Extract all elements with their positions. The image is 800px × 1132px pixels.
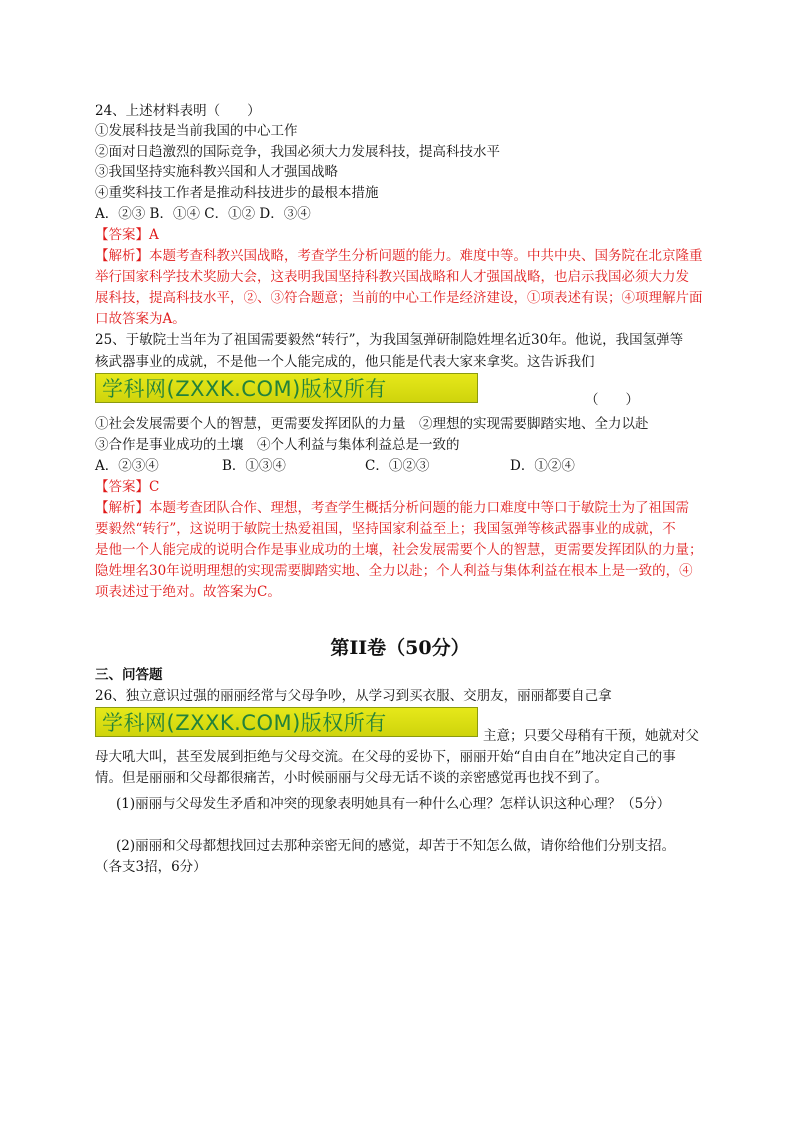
q25-choice-a: A．②③④ — [95, 458, 159, 474]
q24-analysis-3: 展科技，提高科技水平，②、③符合题意；当前的中心工作是经济建设，①项表述有误；④项理解片面 — [95, 290, 703, 306]
q25-analysis-2: 要毅然“转行”，这说明于敏院士热爱祖国，坚持国家利益至上；我国氢弹等核武器事业的成就，不 — [95, 521, 676, 537]
q25-paren: （ ） — [585, 392, 639, 408]
watermark-banner-2: 学科网(ZXXK.COM)版权所有 — [95, 707, 478, 737]
watermark-banner-1: 学科网(ZXXK.COM)版权所有 — [95, 373, 478, 403]
q24-option-3: ③我国坚持实施科教兴国和人才强国战略 — [95, 164, 338, 180]
q25-analysis-4: 隐姓埋名30年说明理想的实现需要脚踏实地、全力以赴；个人利益与集体利益在根本上是一致的，④ — [95, 563, 693, 579]
q26-sub1: (1)丽丽与父母发生矛盾和冲突的现象表明她具有一种什么心理？怎样认识这种心理？（5分） — [116, 796, 671, 812]
q26-stem-4: 情。但是丽丽和父母都很痛苦，小时候丽丽与父母无话不谈的亲密感觉再也找不到了。 — [95, 770, 608, 786]
q24-question: 24、上述材料表明（ ） — [95, 103, 261, 119]
q25-choice-c: C．①②③ — [365, 458, 430, 474]
q26-stem-1: 26、独立意识过强的丽丽经常与父母争吵，从学习到买衣服、交朋友，丽丽都要自己拿 — [95, 688, 612, 704]
q24-analysis-2: 举行国家科学技术奖励大会，这表明我国坚持科教兴国战略和人才强国战略，也启示我国必须大力发 — [95, 269, 689, 285]
q25-answer: 【答案】C — [95, 479, 160, 495]
section-title: 第II卷（50分） — [330, 637, 470, 659]
q25-question-2: 核武器事业的成就，不是他一个人能完成的，他只能是代表大家来拿奖。这告诉我们 — [95, 354, 595, 370]
q25-option-2: ③合作是事业成功的土壤 ④个人利益与集体利益总是一致的 — [95, 437, 460, 453]
q25-question-1: 25、于敏院士当年为了祖国需要毅然“转行”，为我国氢弹研制隐姓埋名近30年。他说，我国氢弹等 — [95, 332, 684, 348]
q26-sub2-1: (2)丽丽和父母都想找回过去那种亲密无间的感觉，却苦于不知怎么做，请你给他们分别支招。 — [116, 838, 676, 854]
part3-heading: 三、问答题 — [95, 667, 163, 683]
q24-option-2: ②面对日趋激烈的国际竞争，我国必须大力发展科技，提高科技水平 — [95, 144, 500, 160]
q25-analysis-3: 是他一个人能完成的说明合作是事业成功的土壤，社会发展需要个人的智慧，更需要发挥团队的力量； — [95, 542, 703, 558]
q25-analysis-1: 【解析】本题考查团队合作、理想，考查学生概括分析问题的能力口难度中等口于敏院士为了祖国需 — [95, 500, 689, 516]
q24-answer: 【答案】A — [95, 227, 159, 243]
q25-choice-b: B．①③④ — [222, 458, 286, 474]
q26-stem-3: 母大吼大叫，甚至发展到拒绝与父母交流。在父母的妥协下，丽丽开始“自由自在”地决定自己的事 — [95, 749, 676, 765]
q25-option-1: ①社会发展需要个人的智慧，更需要发挥团队的力量 ②理想的实现需要脚踏实地、全力以赴 — [95, 416, 649, 432]
q24-analysis-1: 【解析】本题考查科教兴国战略，考查学生分析问题的能力。难度中等。中共中央、国务院在北京隆重 — [95, 248, 703, 264]
q26-sub2-2: （各支3招，6分） — [95, 859, 207, 875]
q25-analysis-5: 项表述过于绝对。故答案为C。 — [95, 584, 281, 600]
q24-option-4: ④重奖科技工作者是推动科技进步的最根本措施 — [95, 185, 379, 201]
q24-choices: A．②③ B．①④ C．①② D．③④ — [95, 206, 311, 222]
q26-stem-2: 主意；只要父母稍有干预，她就对父 — [483, 728, 699, 744]
q24-analysis-4: 口故答案为A。 — [95, 311, 186, 327]
q25-choice-d: D．①②④ — [510, 458, 575, 474]
q24-option-1: ①发展科技是当前我国的中心工作 — [95, 123, 298, 139]
